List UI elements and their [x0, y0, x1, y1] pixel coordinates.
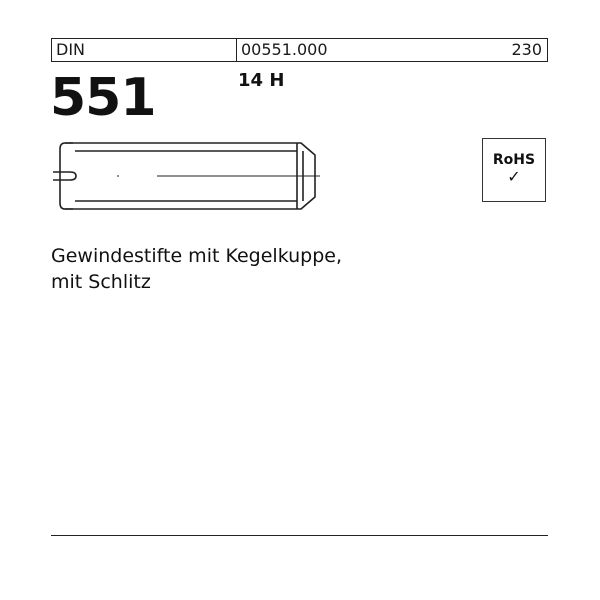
standard-number: 551: [50, 68, 156, 128]
bottom-divider: [51, 535, 548, 536]
rohs-compliant-icon: [482, 138, 546, 202]
product-description: [51, 243, 342, 295]
material-grade: 14 H: [238, 70, 285, 91]
article-code: 00551.000: [241, 40, 328, 59]
rohs-label: RoHS: [492, 152, 536, 168]
description-line-1: Gewindestifte mit Kegelkuppe,: [51, 245, 343, 267]
check-icon: ✓: [507, 167, 521, 186]
description-line-2: mit Schlitz: [51, 271, 151, 293]
article-code-cell: [237, 39, 547, 61]
header-table: [51, 38, 548, 62]
standard-label: DIN: [52, 39, 237, 61]
page-ref: 230: [511, 40, 542, 59]
slotted-set-screw-drawing-icon: [45, 135, 325, 221]
